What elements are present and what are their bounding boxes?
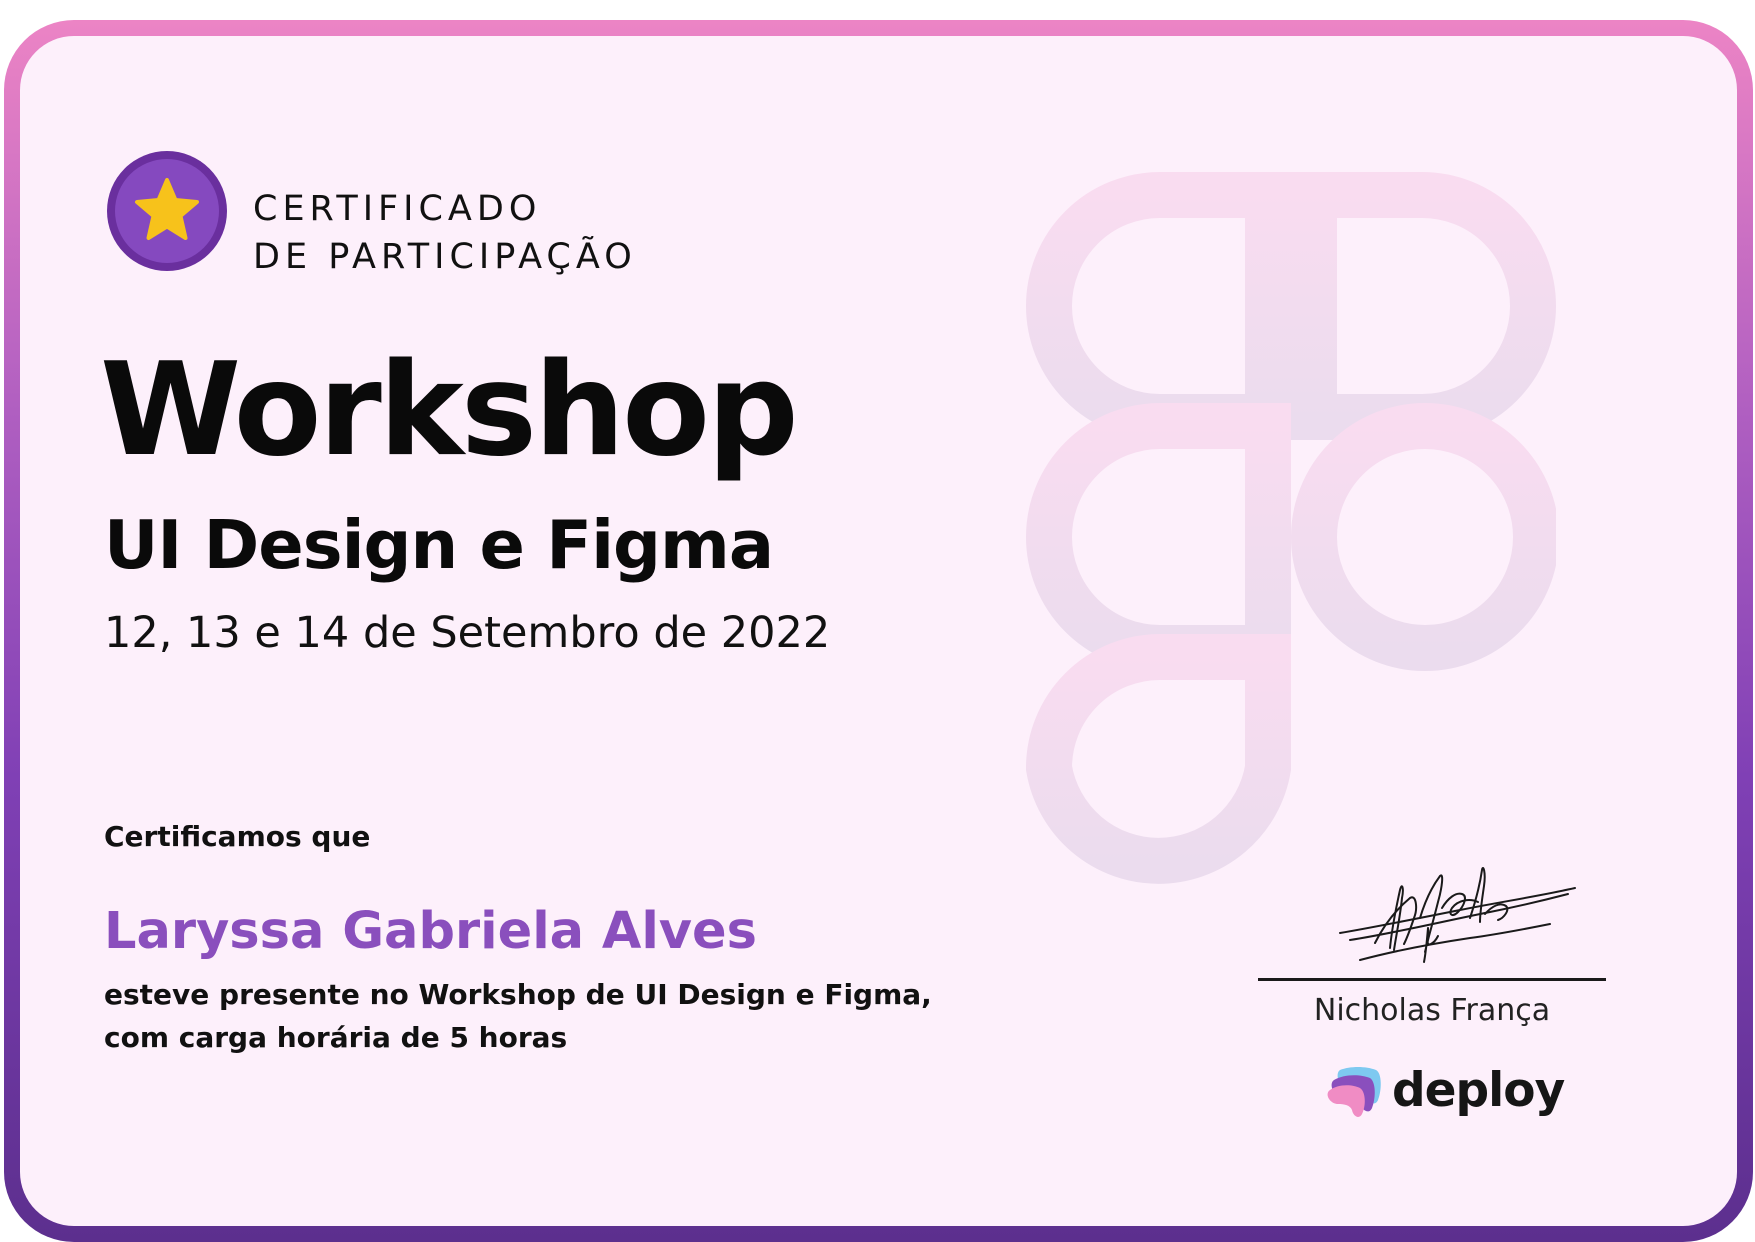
recipient-name: Laryssa Gabriela Alves xyxy=(104,902,757,961)
workshop-subtitle: UI Design e Figma xyxy=(104,506,774,584)
certificate-label xyxy=(253,185,637,281)
star-badge-icon xyxy=(104,148,230,274)
description-line1: esteve presente no Workshop de UI Design e Figma, xyxy=(104,978,932,1011)
deploy-logo xyxy=(1326,1056,1564,1126)
deploy-logo-icon xyxy=(1326,1060,1388,1122)
figma-logo-icon xyxy=(1026,172,1556,940)
signature-line xyxy=(1258,978,1606,981)
certificate-label-line1: CERTIFICADO xyxy=(253,189,542,229)
certificate-label-line2: DE PARTICIPAÇÃO xyxy=(253,237,637,277)
certify-intro: Certificamos que xyxy=(104,820,371,853)
description-line2: com carga horária de 5 horas xyxy=(104,1021,568,1054)
page-title: Workshop xyxy=(100,336,796,485)
signer-name: Nicholas França xyxy=(1313,993,1551,1028)
certificate-description xyxy=(104,973,932,1059)
signature-image xyxy=(1330,848,1580,978)
brand-name: deploy xyxy=(1392,1063,1565,1118)
event-dates: 12, 13 e 14 de Setembro de 2022 xyxy=(104,608,831,658)
